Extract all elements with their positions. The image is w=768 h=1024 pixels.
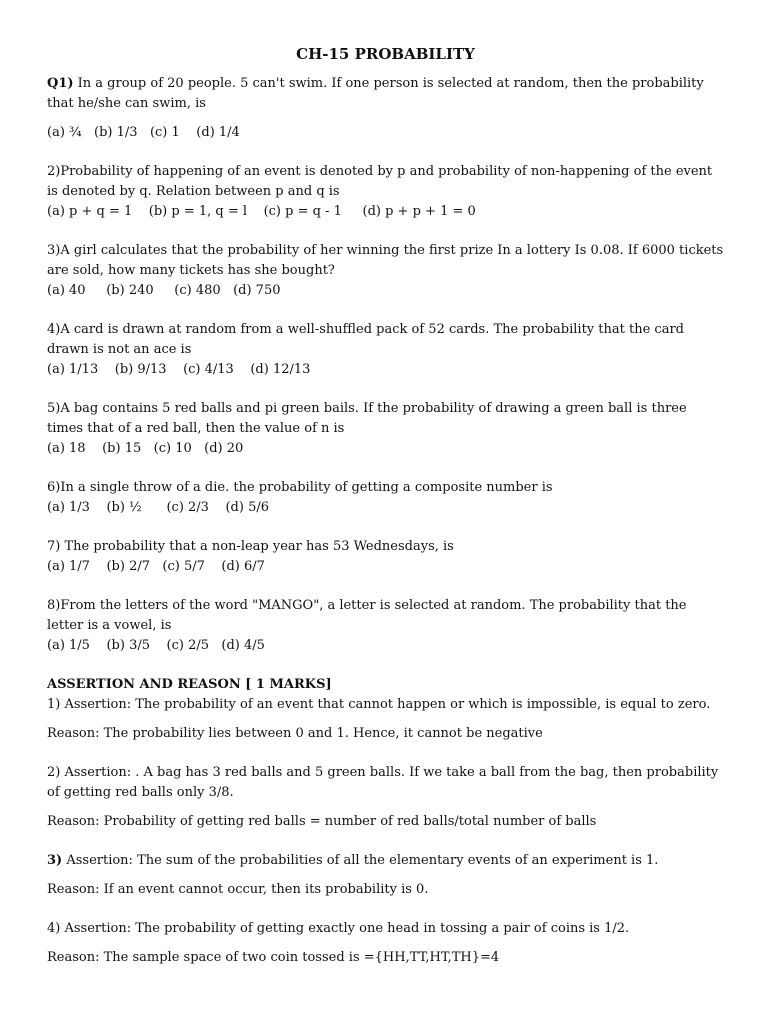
question-options: (a) 1/3 (b) ½ (c) 2/3 (d) 5/6 bbox=[47, 500, 269, 515]
assertion-number: 3) bbox=[47, 853, 63, 868]
assertion-text: 4) Assertion: The probability of getting exactly one head in tossing a pair of coins is 1/2. bbox=[47, 921, 630, 936]
assertion-text: 1) Assertion: The probability of an event that cannot happen or which is impossible, is equal to zero. bbox=[47, 697, 711, 712]
question-options: (a) 18 (b) 15 (c) 10 (d) 20 bbox=[47, 441, 244, 456]
question-text: 5)A bag contains 5 red balls and pi green bails. If the probability of drawing a green ball is three times that of a red ball, then the value of n is bbox=[47, 401, 687, 436]
question-7 bbox=[47, 537, 724, 577]
question-options: (a) ¾ (b) 1/3 (c) 1 (d) 1/4 bbox=[47, 125, 240, 140]
question-text: 3)A girl calculates that the probability of her winning the first prize In a lottery Is 0.08. If 6000 tickets are sold, how many tickets has she bought? bbox=[47, 243, 724, 278]
question-8 bbox=[47, 596, 724, 656]
question-text: 6)In a single throw of a die. the probability of getting a composite number is bbox=[47, 480, 553, 495]
question-options: (a) 40 (b) 240 (c) 480 (d) 750 bbox=[47, 283, 281, 298]
reason-text: Reason: The probability lies between 0 and 1. Hence, it cannot be negative bbox=[47, 726, 543, 741]
question-3 bbox=[47, 241, 724, 301]
question-text: 8)From the letters of the word "MANGO", a letter is selected at random. The probability that the letter is a vowel, is bbox=[47, 598, 687, 633]
question-1 bbox=[47, 74, 724, 143]
question-options: (a) 1/13 (b) 9/13 (c) 4/13 (d) 12/13 bbox=[47, 362, 311, 377]
assertion-4 bbox=[47, 919, 724, 968]
page-title: CH-15 PROBABILITY bbox=[296, 45, 475, 63]
question-5 bbox=[47, 399, 724, 459]
section-heading: ASSERTION AND REASON [ 1 MARKS] bbox=[47, 677, 332, 692]
question-6 bbox=[47, 478, 724, 518]
question-text: 4)A card is drawn at random from a well-shuffled pack of 52 cards. The probability that the card drawn is not an ace is bbox=[47, 322, 684, 357]
question-text: 2)Probability of happening of an event is denoted by p and probability of non-happening of the event is denoted by q. Relation between p and q is bbox=[47, 164, 713, 199]
question-options: (a) 1/7 (b) 2/7 (c) 5/7 (d) 6/7 bbox=[47, 559, 265, 574]
assertion-text: 3) Assertion: The sum of the probabilities of all the elementary events of an experiment is 1. bbox=[47, 853, 659, 868]
question-2 bbox=[47, 162, 724, 222]
assertion-text: 2) Assertion: . A bag has 3 red balls and 5 green balls. If we take a ball from the bag, then probability of getting red balls only 3/8. bbox=[47, 765, 719, 800]
question-text: Q1) In a group of 20 people. 5 can't swim. If one person is selected at random, then the probability that he/she can swim, is bbox=[47, 76, 704, 111]
assertion-1 bbox=[47, 695, 724, 744]
reason-text: Reason: Probability of getting red balls = number of red balls/total number of balls bbox=[47, 814, 597, 829]
question-4 bbox=[47, 320, 724, 380]
assertion-2 bbox=[47, 763, 724, 832]
reason-text: Reason: The sample space of two coin tossed is ={HH,TT,HT,TH}=4 bbox=[47, 950, 500, 965]
assertion-3 bbox=[47, 851, 724, 900]
question-text: 7) The probability that a non-leap year has 53 Wednesdays, is bbox=[47, 539, 454, 554]
question-options: (a) 1/5 (b) 3/5 (c) 2/5 (d) 4/5 bbox=[47, 638, 265, 653]
question-options: (a) p + q = 1 (b) p = 1, q = l (c) p = q - 1 (d) p + p + 1 = 0 bbox=[47, 204, 476, 219]
reason-text: Reason: If an event cannot occur, then its probability is 0. bbox=[47, 882, 429, 897]
question-number: Q1) bbox=[47, 76, 74, 91]
